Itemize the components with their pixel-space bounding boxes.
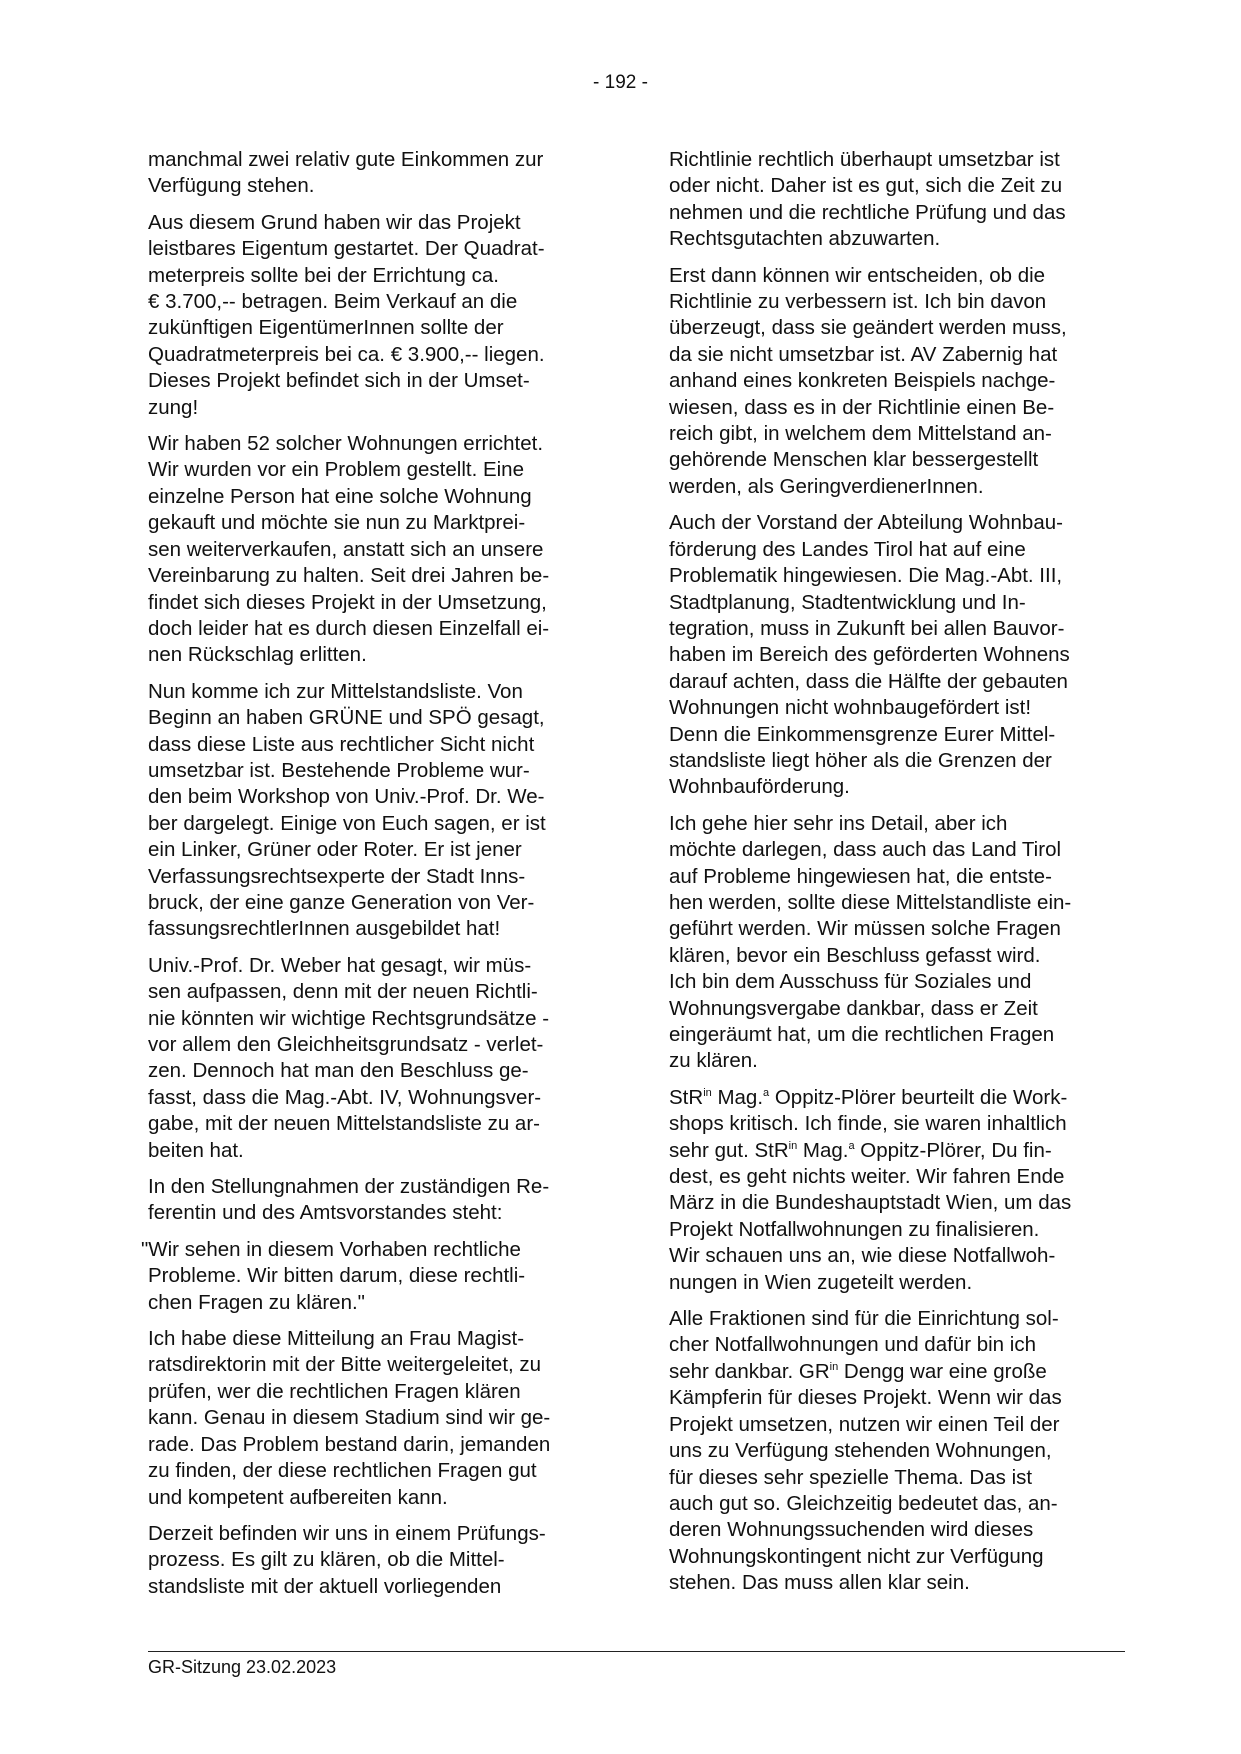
paragraph: Derzeit befinden wir uns in einem Prüfungs- prozess. Es gilt zu klären, ob die Mittel- standsliste mit der aktuell vorliegenden <box>148 1521 546 1598</box>
footer-divider <box>148 1651 1125 1652</box>
quote-paragraph: "Wir sehen in diesem Vorhaben rechtliche Probleme. Wir bitten darum, diese rechtli- chen Fragen zu klären." <box>141 1237 526 1314</box>
page-number: - 192 - <box>593 72 648 93</box>
paragraph: Ich gehe hier sehr ins Detail, aber ich möchte darlegen, dass auch das Land Tirol auf Probleme hingewiesen hat, die entste- hen werden, sollte diese Mittelstandliste ein- geführt werden. Wir müssen solche Fragen klären, bevor ein Beschluss gefasst wird. Ich bin dem Ausschuss für Soziales und Wohnungsvergabe dankbar, dass er Zeit eingeräumt hat, um die rechtlichen Fragen zu klären. <box>669 811 1072 1073</box>
paragraph: manchmal zwei relativ gute Einkommen zur Verfügung stehen. <box>148 148 544 198</box>
paragraph: Auch der Vorstand der Abteilung Wohnbau- förderung des Landes Tirol hat auf eine Problematik hingewiesen. Die Mag.-Abt. III, Stadtplanung, Stadtentwicklung und In- tegration, muss in Zukunft bei allen Bauvor- haben im Bereich des geförderten Wohnens darauf achten, dass die Hälfte der gebauten Wohnungen nicht wohnbaugefördert ist! Denn die Einkommensgrenze Eurer Mittel- standsliste liegt höher als die Grenzen der Wohnbauförderung. <box>669 511 1070 799</box>
paragraph: In den Stellungnahmen der zuständigen Re- ferentin und des Amtsvorstandes steht: <box>148 1175 550 1225</box>
paragraph: Ich habe diese Mitteilung an Frau Magist- ratsdirektorin mit der Bitte weitergeleitet, zu prüfen, wer die rechtlichen Fragen klären kann. Genau in diesem Stadium sind wir ge- rade. Das Problem bestand darin, jemanden zu finden, der diese rechtlichen Fragen gut und kompetent aufbereiten kann. <box>148 1327 551 1509</box>
paragraph: Erst dann können wir entscheiden, ob die Richtlinie zu verbessern ist. Ich bin davon überzeugt, dass sie geändert werden muss, da sie nicht umsetzbar ist. AV Zabernig hat anhand eines konkreten Beispiels nachge- wiesen, dass es in der Richtlinie einen Be- reich gibt, in welchem dem Mittelstand an- gehörende Menschen klar bessergestellt werden, als GeringverdienerInnen. <box>669 263 1067 498</box>
paragraph: StR$^{in}$ Mag.$^a$ Oppitz-Plörer beurteilt die Work- shops kritisch. Ich finde, sie waren inhaltlich sehr gut. StR$^{in}$ Mag.$^a$ Oppitz-Plörer, Du fin- dest, es geht nichts weiter. Wir fahren Ende März in die Bundeshauptstadt Wien, um das Projekt Notfallwohnungen zu finalisieren. Wir schauen uns an, wie diese Notfallwoh- nungen in Wien zugeteilt werden. <box>669 1085 1072 1294</box>
footer-session-date: GR-Sitzung 23.02.2023 <box>148 1657 337 1677</box>
paragraph: Aus diesem Grund haben wir das Projekt leistbares Eigentum gestartet. Der Quadrat- meterpreis sollte bei der Errichtung ca. € 3.700,-- betragen. Beim Verkauf an die zukünftigen EigentümerInnen sollte der Quadratmeterpreis bei ca. € 3.900,-- liegen. Dieses Projekt befindet sich in der Umset- zung! <box>148 210 545 419</box>
right-column <box>669 147 1125 1607</box>
paragraph: Univ.-Prof. Dr. Weber hat gesagt, wir müs- sen aufpassen, denn mit der neuen Richtli- nie könnten wir wichtige Rechtsgrundsätze - vor allem den Gleichheitsgrundsatz - verlet- zen. Dennoch hat man den Beschluss ge- fasst, dass die Mag.-Abt. IV, Wohnungsver- gabe, mit der neuen Mittelstandsliste zu ar- beiten hat. <box>148 953 550 1162</box>
paragraph: Alle Fraktionen sind für die Einrichtung sol- cher Notfallwohnungen und dafür bin ich sehr dankbar. $GR^{in}$ Dengg war eine große Kämpferin für dieses Projekt. Wenn wir das Projekt umsetzen, nutzen wir einen Teil der uns zu Verfügung stehenden Wohnungen, für dieses sehr spezielle Thema. Das ist auch gut so. Gleichzeitig bedeutet das, an- deren Wohnungssuchenden wird dieses Wohnungskontingent nicht zur Verfügung stehen. Das muss allen klar sein. <box>669 1307 1062 1595</box>
paragraph: Wir haben 52 solcher Wohnungen errichtet. Wir wurden vor ein Problem gestellt. Eine einzelne Person hat eine solche Wohnung gekauft und möchte sie nun zu Marktprei- sen weiterverkaufen, anstatt sich an unsere Vereinbarung zu halten. Seit drei Jahren be- findet sich dieses Projekt in der Umsetzung, doch leider hat es durch diesen Einzelfall ei- nen Rückschlag erlitten. <box>148 432 550 667</box>
paragraph: Richtlinie rechtlich überhaupt umsetzbar ist oder nicht. Daher ist es gut, sich die Zeit zu nehmen und die rechtliche Prüfung und das Rechtsgutachten abzuwarten. <box>669 148 1066 251</box>
paragraph: Nun komme ich zur Mittelstandsliste. Von Beginn an haben GRÜNE und SPÖ gesagt, dass diese Liste aus rechtlicher Sicht nicht umsetzbar ist. Bestehende Probleme wur- den beim Workshop von Univ.-Prof. Dr. We- ber dargelegt. Einige von Euch sagen, er ist ein Linker, Grüner oder Roter. Er ist jener Verfassungsrechtsexperte der Stadt Inns- bruck, der eine ganze Generation von Ver- fassungsrechtlerInnen ausgebildet hat! <box>148 679 546 941</box>
left-column <box>141 147 598 1610</box>
